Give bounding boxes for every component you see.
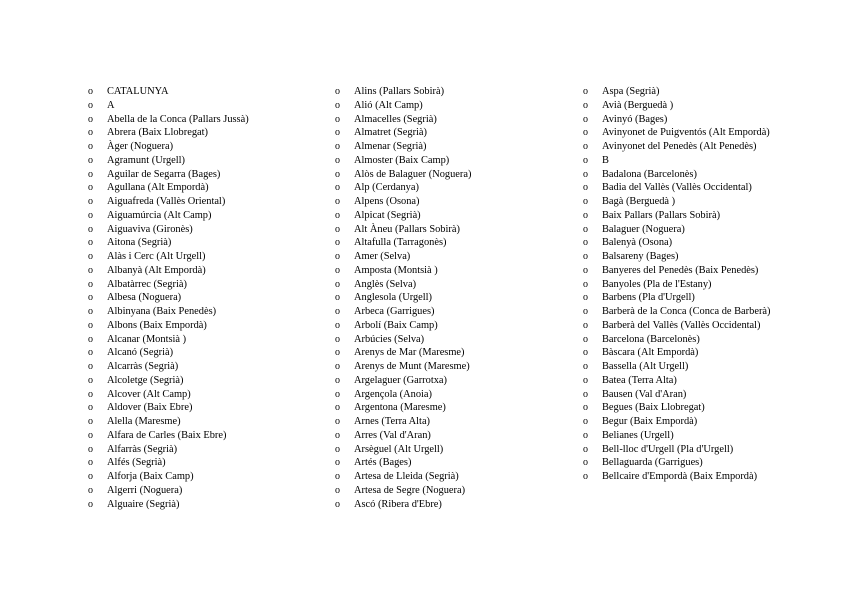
list-item (335, 319, 570, 333)
bullet-icon: o (88, 292, 93, 304)
list-item-text: Albesa (Noguera) (107, 292, 182, 304)
list-item-text: Altafulla (Tarragonès) (354, 237, 447, 249)
list-item-text: Artesa de Lleida (Segrià) (354, 471, 459, 482)
list-item-text: Bellaguarda (Garrigues) (602, 457, 703, 469)
bullet-icon: o (583, 196, 588, 207)
bullet-icon: o (88, 457, 93, 469)
bullet-icon: o (583, 209, 588, 221)
list-item-text: Aspa (Segrià) (602, 86, 660, 97)
list-item (335, 456, 570, 470)
bullet-icon: o (583, 429, 588, 441)
list-item-text: Avinyonet del Penedès (Alt Penedès) (602, 141, 757, 152)
list-item-text: Bellcaire d'Empordà (Baix Empordà) (602, 471, 758, 482)
list-item-text: Bassella (Alt Urgell) (602, 361, 689, 372)
list-item-text: Alfarràs (Segrià) (107, 443, 178, 455)
list-item-text: Algerri (Noguera) (107, 484, 183, 496)
bullet-icon: o (335, 209, 340, 221)
list-item (335, 374, 570, 388)
list-item-text: Alella (Maresme) (107, 416, 181, 427)
list-item-text: Aldover (Baix Ebre) (107, 402, 193, 414)
bullet-icon: o (583, 264, 588, 276)
bullet-icon: o (335, 292, 340, 304)
list-item-text: Alguaire (Segrià) (107, 498, 180, 510)
bullet-icon: o (335, 402, 340, 414)
bullet-icon: o (583, 141, 588, 152)
list-item-text: Alins (Pallars Sobirà) (354, 86, 445, 97)
list-item (88, 85, 323, 99)
list-item (88, 154, 323, 168)
list-item (335, 99, 570, 113)
list-item (88, 346, 323, 360)
list-item-text: Arbolí (Baix Camp) (354, 319, 438, 331)
list-item (583, 223, 833, 237)
list-item-text: Almatret (Segrià) (354, 127, 427, 139)
list-item (583, 250, 833, 264)
list-item (583, 264, 833, 278)
list-item (88, 374, 323, 388)
list-item (335, 250, 570, 264)
list-item-text: Alcanó (Segrià) (107, 347, 174, 359)
list-item (88, 250, 323, 264)
bullet-icon: o (88, 223, 93, 235)
list-item (335, 278, 570, 292)
list-item-text: Alàs i Cerc (Alt Urgell) (107, 251, 206, 262)
list-item-text: Almacelles (Segrià) (354, 113, 437, 125)
bullet-icon: o (335, 223, 340, 235)
list-item (88, 360, 323, 374)
list-item-text: Balsareny (Bages) (602, 251, 679, 262)
list-item (335, 168, 570, 182)
list-item (335, 113, 570, 127)
bullet-icon: o (335, 264, 340, 276)
list-item (335, 498, 570, 512)
bullet-icon: o (335, 347, 340, 359)
list-item-text: Albinyana (Baix Penedès) (107, 306, 217, 317)
bullet-icon: o (88, 127, 93, 139)
bullet-icon: o (335, 306, 340, 317)
bullet-icon: o (335, 278, 340, 290)
list-item (335, 443, 570, 457)
list-item (335, 484, 570, 498)
list-item-text: Barcelona (Barcelonès) (602, 333, 700, 345)
list-item (583, 305, 833, 319)
list-item (335, 470, 570, 484)
list-item-text: Amer (Selva) (354, 251, 411, 262)
list-item (583, 374, 833, 388)
bullet-icon: o (335, 374, 340, 386)
list-item-text: Alió (Alt Camp) (354, 99, 423, 111)
bullet-icon: o (583, 471, 588, 482)
bullet-icon: o (88, 429, 93, 441)
list-item (335, 415, 570, 429)
list-item-text: Albanyà (Alt Empordà) (107, 264, 206, 276)
bullet-icon: o (583, 319, 588, 331)
list-item-text: Alcover (Alt Camp) (107, 388, 191, 400)
list-item (583, 429, 833, 443)
list-item (88, 223, 323, 237)
list-item-text: Arbúcies (Selva) (354, 333, 425, 345)
list-item (88, 305, 323, 319)
list-item (88, 209, 323, 223)
list-item (88, 113, 323, 127)
list-item (335, 181, 570, 195)
bullet-icon: o (583, 127, 588, 139)
list-item (583, 319, 833, 333)
bullet-icon: o (88, 361, 93, 372)
list-item (583, 181, 833, 195)
bullet-icon: o (335, 333, 340, 345)
bullet-icon: o (335, 319, 340, 331)
list-item (583, 113, 833, 127)
list-item-text: Begur (Baix Empordà) (602, 416, 698, 427)
list-item (88, 333, 323, 347)
bullet-icon: o (335, 416, 340, 427)
list-item (335, 291, 570, 305)
list-item-text: Abella de la Conca (Pallars Jussà) (107, 113, 249, 125)
list-item-text: Barberà de la Conca (Conca de Barberà) (602, 306, 771, 317)
bullet-icon: o (88, 319, 93, 331)
list-item-text: Almenar (Segrià) (354, 141, 427, 152)
list-item-text: Banyoles (Pla de l'Estany) (602, 278, 712, 290)
bullet-icon: o (88, 443, 93, 455)
bullet-icon: o (335, 429, 340, 441)
list-item-text: Badia del Vallès (Vallès Occidental) (602, 182, 752, 194)
list-item (88, 181, 323, 195)
list-item-text: Alpens (Osona) (354, 196, 420, 207)
list-item (335, 236, 570, 250)
list-column-3 (583, 85, 833, 484)
bullet-icon: o (335, 196, 340, 207)
list-item (335, 333, 570, 347)
list-item-text: Begues (Baix Llobregat) (602, 402, 705, 414)
list-item-text: Àger (Noguera) (107, 141, 174, 152)
bullet-icon: o (88, 182, 93, 194)
bullet-icon: o (583, 237, 588, 249)
list-item (88, 278, 323, 292)
list-item-text: Bausen (Val d'Aran) (602, 388, 687, 400)
list-item (335, 305, 570, 319)
list-item (583, 195, 833, 209)
list-item (583, 443, 833, 457)
bullet-icon: o (583, 168, 588, 180)
list-item (335, 388, 570, 402)
bullet-icon: o (88, 416, 93, 427)
list-item (583, 168, 833, 182)
list-item (88, 401, 323, 415)
list-item-text: A (107, 99, 115, 111)
bullet-icon: o (335, 86, 340, 97)
list-item (583, 209, 833, 223)
list-item-text: Alforja (Baix Camp) (107, 471, 194, 482)
bullet-icon: o (335, 457, 340, 469)
list-item-text: Arbeca (Garrigues) (354, 306, 435, 317)
bullet-icon: o (88, 86, 93, 97)
bullet-icon: o (88, 402, 93, 414)
list-item (88, 443, 323, 457)
list-item (335, 85, 570, 99)
bullet-icon: o (583, 292, 588, 304)
bullet-icon: o (88, 347, 93, 359)
list-item (583, 126, 833, 140)
list-item-text: Alcarràs (Segrià) (107, 361, 179, 372)
list-column-2 (335, 85, 570, 511)
list-item (335, 223, 570, 237)
list-item-text: Artés (Bages) (354, 457, 412, 469)
bullet-icon: o (583, 223, 588, 235)
list-item (335, 401, 570, 415)
bullet-icon: o (335, 443, 340, 455)
bullet-icon: o (583, 443, 588, 455)
bullet-icon: o (88, 333, 93, 345)
list-item-text: Albons (Baix Empordà) (107, 319, 207, 331)
list-item (88, 99, 323, 113)
list-item (583, 140, 833, 154)
list-item-text: Anglesola (Urgell) (354, 292, 433, 304)
list-item-text: Belianes (Urgell) (602, 429, 674, 441)
list-item-text: Argentona (Maresme) (354, 402, 446, 414)
list-item (583, 154, 833, 168)
list-item-text: Alcoletge (Segrià) (107, 374, 184, 386)
list-item (335, 429, 570, 443)
bullet-icon: o (335, 471, 340, 482)
list-item (88, 484, 323, 498)
bullet-icon: o (335, 237, 340, 249)
list-item (335, 360, 570, 374)
list-item-text: Arsèguel (Alt Urgell) (354, 443, 444, 455)
list-item (335, 264, 570, 278)
bullet-icon: o (583, 278, 588, 290)
list-item (583, 401, 833, 415)
bullet-icon: o (335, 388, 340, 400)
list-item (583, 85, 833, 99)
list-item-text: CATALUNYA (107, 86, 169, 97)
bullet-icon: o (335, 127, 340, 139)
bullet-icon: o (335, 154, 340, 166)
bullet-icon: o (88, 306, 93, 317)
bullet-icon: o (88, 471, 93, 482)
list-item-text: Agramunt (Urgell) (107, 154, 186, 166)
list-item-text: Anglès (Selva) (354, 278, 417, 290)
bullet-icon: o (335, 168, 340, 180)
list-item (88, 319, 323, 333)
list-item (335, 140, 570, 154)
list-item-text: Abrera (Baix Llobregat) (107, 127, 208, 139)
bullet-icon: o (583, 333, 588, 345)
list-item-text: Alp (Cerdanya) (354, 182, 419, 194)
list-item-text: Batea (Terra Alta) (602, 374, 677, 386)
bullet-icon: o (335, 361, 340, 372)
list-item-text: Alpicat (Segrià) (354, 209, 421, 221)
list-item (335, 154, 570, 168)
list-item (88, 291, 323, 305)
bullet-icon: o (583, 86, 588, 97)
list-item (88, 388, 323, 402)
bullet-icon: o (335, 182, 340, 194)
bullet-icon: o (583, 388, 588, 400)
list-item (88, 498, 323, 512)
bullet-icon: o (88, 237, 93, 249)
list-item-text: Alfara de Carles (Baix Ebre) (107, 429, 227, 441)
list-item (88, 470, 323, 484)
list-item-text: Balaguer (Noguera) (602, 223, 685, 235)
bullet-icon: o (88, 141, 93, 152)
bullet-icon: o (88, 498, 93, 510)
list-item-text: Aguilar de Segarra (Bages) (107, 168, 221, 180)
list-item (583, 278, 833, 292)
list-item (88, 126, 323, 140)
bullet-icon: o (583, 182, 588, 194)
list-item (335, 195, 570, 209)
list-item-text: Badalona (Barcelonès) (602, 168, 697, 180)
bullet-icon: o (88, 484, 93, 496)
list-item (335, 346, 570, 360)
list-item-text: Avià (Berguedà ) (602, 99, 674, 111)
bullet-icon: o (583, 306, 588, 317)
list-item (335, 209, 570, 223)
list-item (583, 346, 833, 360)
list-item-text: Arenys de Munt (Maresme) (354, 361, 470, 372)
list-item-text: Arres (Val d'Aran) (354, 429, 431, 441)
bullet-icon: o (335, 99, 340, 111)
list-item (583, 456, 833, 470)
bullet-icon: o (583, 99, 588, 111)
bullet-icon: o (335, 251, 340, 262)
list-item (88, 195, 323, 209)
bullet-icon: o (335, 484, 340, 496)
list-item-text: Amposta (Montsià ) (354, 264, 438, 276)
list-item-text: Argelaguer (Garrotxa) (354, 374, 447, 386)
bullet-icon: o (88, 99, 93, 111)
list-item-text: Avinyó (Bages) (602, 113, 668, 125)
list-item (583, 99, 833, 113)
list-item (583, 291, 833, 305)
bullet-icon: o (88, 251, 93, 262)
bullet-icon: o (583, 374, 588, 386)
bullet-icon: o (88, 196, 93, 207)
bullet-icon: o (88, 209, 93, 221)
list-item-text: Arnes (Terra Alta) (354, 416, 431, 427)
list-item-text: Alcanar (Montsià ) (107, 333, 187, 345)
list-item-text: Almoster (Baix Camp) (354, 154, 450, 166)
list-item (88, 429, 323, 443)
list-item (583, 333, 833, 347)
bullet-icon: o (583, 347, 588, 359)
list-item-text: Alt Àneu (Pallars Sobirà) (354, 223, 460, 235)
list-item-text: Arenys de Mar (Maresme) (354, 347, 465, 359)
bullet-icon: o (88, 168, 93, 180)
list-item (583, 415, 833, 429)
bullet-icon: o (335, 498, 340, 510)
bullet-icon: o (88, 154, 93, 166)
list-item-text: Avinyonet de Puigventós (Alt Empordà) (602, 127, 770, 139)
list-item (583, 236, 833, 250)
bullet-icon: o (88, 388, 93, 400)
list-column-1 (88, 85, 323, 511)
list-item-text: Aitona (Segrià) (107, 237, 172, 249)
bullet-icon: o (583, 457, 588, 469)
list-item (88, 456, 323, 470)
list-item-text: Balenyà (Osona) (602, 237, 673, 249)
bullet-icon: o (583, 113, 588, 125)
list-item-text: Banyeres del Penedès (Baix Penedès) (602, 264, 759, 276)
list-item-text: Baix Pallars (Pallars Sobirà) (602, 209, 721, 221)
list-item (583, 360, 833, 374)
list-item-text: Bàscara (Alt Empordà) (602, 347, 699, 359)
list-item (335, 126, 570, 140)
bullet-icon: o (88, 264, 93, 276)
bullet-icon: o (583, 361, 588, 372)
bullet-icon: o (335, 113, 340, 125)
list-item-text: Barberà del Vallès (Vallès Occidental) (602, 319, 761, 331)
bullet-icon: o (88, 113, 93, 125)
bullet-icon: o (88, 278, 93, 290)
bullet-icon: o (583, 402, 588, 414)
bullet-icon: o (335, 141, 340, 152)
bullet-icon: o (583, 154, 588, 166)
list-item (88, 140, 323, 154)
list-item (583, 388, 833, 402)
list-item-text: Artesa de Segre (Noguera) (354, 484, 466, 496)
list-item (88, 236, 323, 250)
bullet-icon: o (88, 374, 93, 386)
list-item-text: Argençola (Anoia) (354, 388, 432, 400)
list-item-text: Agullana (Alt Empordà) (107, 182, 209, 194)
list-item (88, 264, 323, 278)
list-item-text: Albatàrrec (Segrià) (107, 278, 187, 290)
list-item-text: B (602, 154, 609, 166)
list-item (88, 168, 323, 182)
list-item-text: Ascó (Ribera d'Ebre) (354, 498, 442, 510)
list-item-text: Aiguafreda (Vallès Oriental) (107, 196, 226, 207)
list-item-text: Bagà (Berguedà ) (602, 196, 676, 207)
list-item-text: Alòs de Balaguer (Noguera) (354, 168, 472, 180)
list-item-text: Bell-lloc d'Urgell (Pla d'Urgell) (602, 443, 734, 455)
list-item (88, 415, 323, 429)
list-item-text: Alfés (Segrià) (107, 457, 166, 469)
list-item-text: Barbens (Pla d'Urgell) (602, 292, 695, 304)
bullet-icon: o (583, 416, 588, 427)
bullet-icon: o (583, 251, 588, 262)
list-item-text: Aiguaviva (Gironès) (107, 223, 193, 235)
list-item-text: Aiguamúrcia (Alt Camp) (107, 209, 212, 221)
list-item (583, 470, 833, 484)
